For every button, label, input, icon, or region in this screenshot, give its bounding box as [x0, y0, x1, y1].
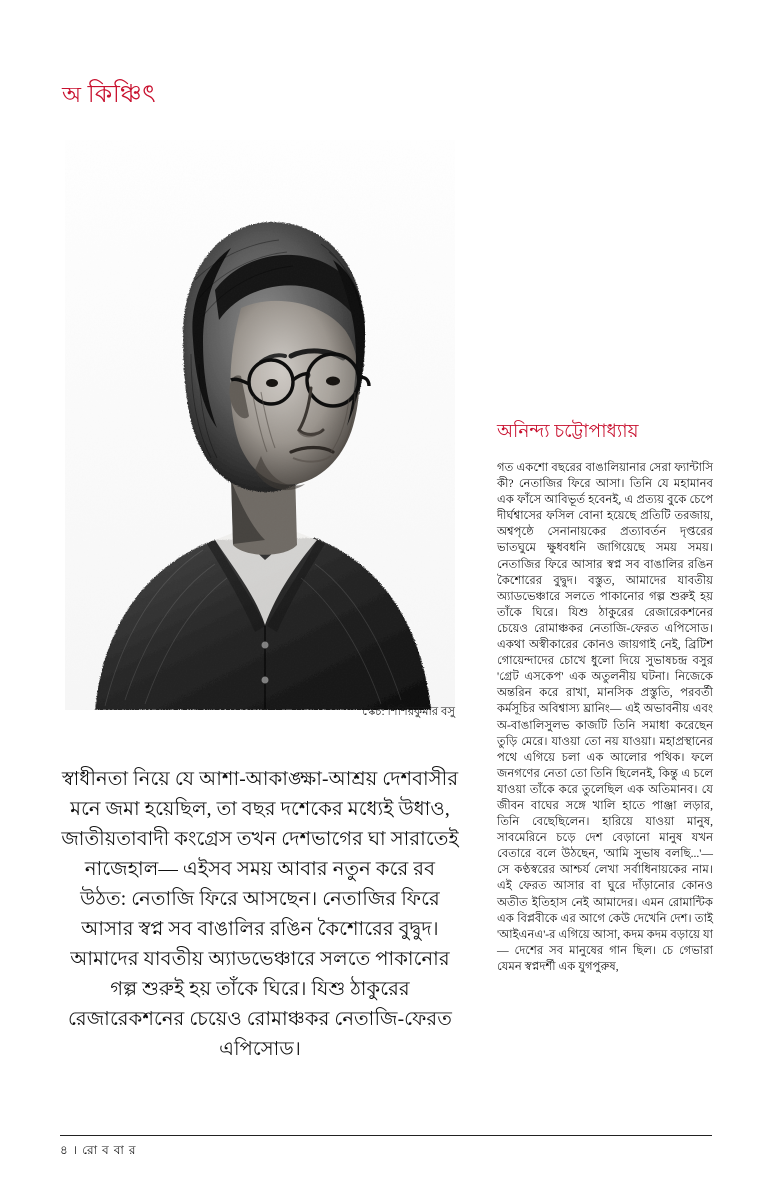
- author-byline: অনিন্দ্য চট্টোপাধ্যায়: [497, 422, 639, 442]
- article-body: [497, 460, 713, 975]
- masthead-prefix: অ: [62, 82, 82, 107]
- page-footer: [60, 1142, 136, 1162]
- footer-page-number: ৪: [60, 1143, 69, 1157]
- masthead: [62, 74, 156, 117]
- portrait-illustration-svg: [65, 140, 455, 710]
- footer-divider: [60, 1135, 712, 1136]
- portrait-sketch-netaji: [65, 140, 455, 710]
- lead-paragraph: স্বাধীনতা নিয়ে যে আশা-আকাঙ্ক্ষা-আশ্রয় দেশবাসীর মনে জমা হয়েছিল, তা বছর দশেকের মধ্যেই উধাও, জাতীয়তাবাদী কংগ্রেস তখন দেশভাগের ঘা সারাতেই নাজেহাল— এইসব সময় আবার নতুন করে রব উঠত: নেতাজি ফিরে আসছেন। নেতাজির ফিরে আসার স্বপ্ন সব বাঙালির রঙিন কৈশোরের বুদ্বুদ। আমাদের যাবতীয় অ্যাডভেঞ্চারে সলতে পাকানোর গল্প শুরুই হয় তাঁকে ঘিরে। যিশু ঠাকুরের রেজারেকশনের চেয়েও রোমাঞ্চকর নেতাজি-ফেরত এপিসোড।: [61, 769, 459, 1060]
- illustration-credit: স্কেচ: শিশিরকুমার বসু: [362, 706, 455, 718]
- footer-separator: ।: [72, 1143, 79, 1157]
- article-body-text: গত একশো বছরের বাঙালিয়ানার সেরা ফ্যান্টাসি কী? নেতাজির ফিরে আসা। তিনি যে মহামানব এক ফাঁসে আবিভূর্ত হবেনই, এ প্রত্যয় বুকে চেপে দীর্ঘশ্বাসের ফসিল বোনা হয়েছে প্রতিটি তরজায়, অশ্বপৃষ্ঠে সেনানায়কের প্রত্যাবর্তন দৃপ্তরের ভাতঘুমে ক্ষুধবধনি জাগিয়েছে সময় সময়। নেতাজির ফিরে আসার স্বপ্ন সব বাঙালির রঙিন কৈশোরের বুদ্বুদ। বস্তুত, আমাদের যাবতীয় অ্যাডভেঞ্চারে সলতে পাকানোর গল্প শুরুই হয় তাঁকে ঘিরে। যিশু ঠাকুরের রেজারেকশনের চেয়েও রোমাঞ্চকর নেতাজি-ফেরত এপিসোড। একথা অস্বীকারের কোনও জায়গাই নেই, ব্রিটিশ গোয়েন্দাদের চোখে ধুলো দিয়ে সুভাষচন্দ্র বসুর 'গ্রেট এসকেপ' এক অতুলনীয় ঘটনা। নিজেকে অন্তরিন করে রাখা, মানসিক প্রস্তুতি, পরবর্তী কর্মসূচির অবিশ্বাস্য ঘ্রানিং— এই অভাবনীয় এবং অ-বাঙালিসুলভ কাজটি তিনি সমাধা করেছেন তুড়ি মেরে। যাওয়া তো নয় যাওয়া। মহাপ্রস্থানের পথে এগিয়ে চলা এক আলোর পথিক। ফলে জনগণের নেতা তো তিনি ছিলেনই, কিন্তু এ চলে যাওয়া তাঁকে করে তুলেছিল এক অতিমানব। যে জীবন বাঘের সঙ্গে খালি হাতে পাঞ্জা লড়ার, তিনি বেছেছিলেন। হারিয়ে যাওয়া মানুষ, সাবমেরিনে চড়ে দেশ বেড়ানো মানুষ যখন বেতারে বলে উঠছেন, 'আমি সুভাষ বলছি...'— সে কণ্ঠস্বরের আশ্চর্য লেখা সর্বাধিনায়কের নাম। এই ফেরত আসার বা ঘুরে দাঁড়ানোর কোনও অতীত ইতিহাস নেই আমাদের। এমন রোমান্টিক এক বিপ্লবীকে এর আগে কেউ দেখেনি দেশ। তাই 'আইএনএ'-র এগিয়ে আসা, কদম কদম বড়ায়ে যা— দেশের সব মানুষের গান ছিল। চে গেভারা যেমন স্বপ্নদর্শী এক যুগপুরুষ,: [497, 461, 713, 973]
- masthead-title: কিঞ্চিৎ: [87, 81, 157, 108]
- footer-publication: রো ব বা র: [82, 1143, 137, 1157]
